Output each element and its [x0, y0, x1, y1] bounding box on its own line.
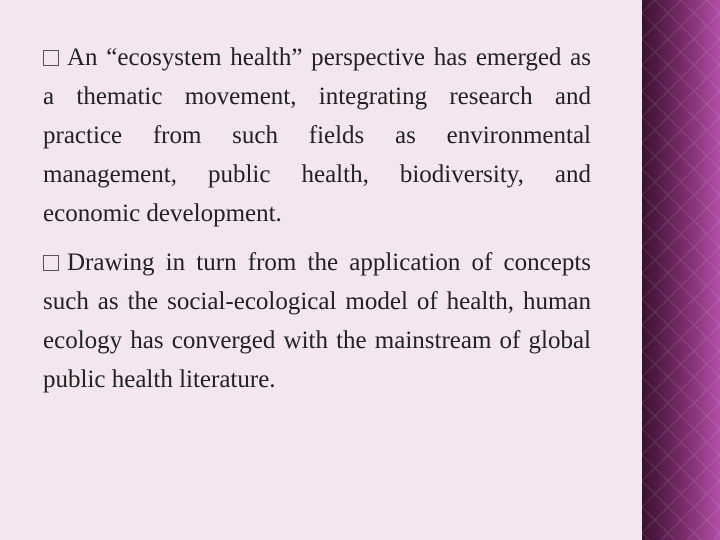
bullet-item-1 — [43, 38, 591, 233]
diamond-pattern — [642, 0, 720, 540]
bullet-text-1: An “ecosystem health” perspective has emerged as a thematic movement, integrating research and practice from such fields as environmental management, public health, biodiversity, and economic development. — [43, 44, 591, 227]
bullet-item-2 — [43, 243, 591, 399]
square-bullet-icon — [43, 50, 59, 66]
square-bullet-icon — [43, 255, 59, 271]
decorative-side-panel — [642, 0, 720, 540]
slide-content — [43, 38, 591, 409]
bullet-text-2: Drawing in turn from the application of concepts such as the social-ecological model of health, human ecology has converged with the mainstream of global public health literature. — [43, 249, 591, 393]
